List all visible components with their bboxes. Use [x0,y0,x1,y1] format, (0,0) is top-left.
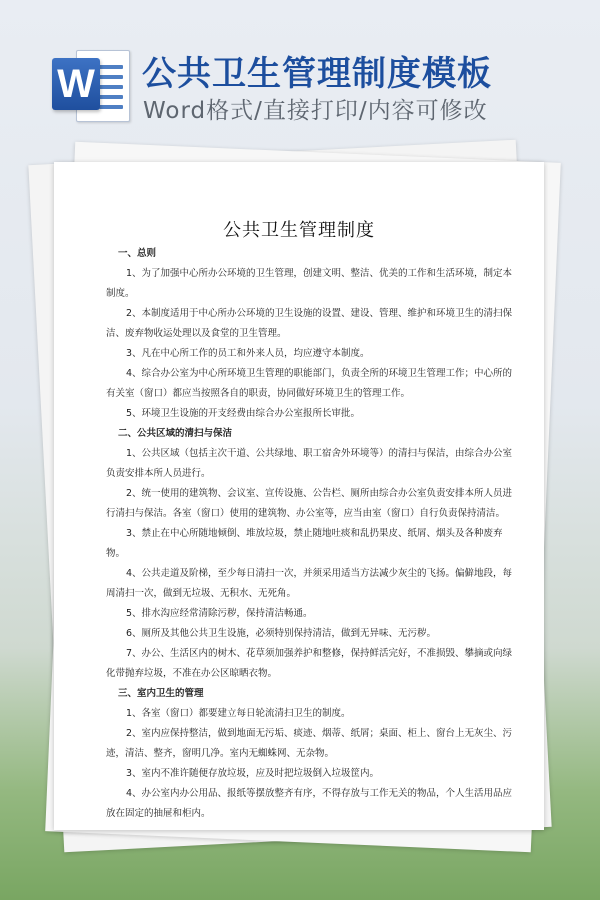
paragraph: 1、各室（窗口）都要建立每日轮流清扫卫生的制度。 [126,708,351,719]
paragraph: 2、室内应保持整洁，做到地面无污垢、痰迹、烟蒂、纸屑；桌面、柜上、窗台上无灰尘、污迹，清洁、整齐，窗明几净。室内无蜘蛛网、无杂物。 [106,728,513,759]
document-title: 公共卫生管理制度 [223,220,375,241]
paragraph: 4、公共走道及阶梯，至少每日清扫一次，并须采用适当方法减少灰尘的飞扬。偏僻地段，每周清扫一次，做到无垃圾、无积水、无死角。 [106,568,513,599]
paragraph: 7、办公、生活区内的树木、花草须加强养护和整修，保持鲜活完好，不准损毁、攀摘或向绿化带抛弃垃圾，不准在办公区晾晒衣物。 [106,648,513,679]
section-heading: 二、公共区域的清扫与保洁 [118,428,233,439]
paragraph: 1、为了加强中心所办公环境的卫生管理，创建文明、整洁、优美的工作和生活环境，制定本制度。 [106,268,513,299]
paragraph: 3、室内不准许随便存放垃圾，应及时把垃圾倒入垃圾筐内。 [126,768,380,779]
banner-title: 公共卫生管理制度模板 [142,54,492,94]
word-badge: W [52,58,100,110]
section-heading: 一、总则 [118,248,157,259]
paragraph: 2、统一使用的建筑物、会议室、宣传设施、公告栏、厕所由综合办公室负责安排本所人员进行清扫与保洁。各室（窗口）使用的建筑物、办公室等，应当由室（窗口）自行负责保持清洁。 [106,488,513,519]
document-body [106,244,516,824]
word-document-icon [52,44,130,126]
paragraph: 3、凡在中心所工作的员工和外来人员，均应遵守本制度。 [126,348,370,359]
section-heading: 三、室内卫生的管理 [118,688,204,699]
paragraph: 4、综合办公室为中心所环境卫生管理的职能部门，负责全所的环境卫生管理工作；中心所的有关室（窗口）都应当按照各自的职责，协同做好环境卫生的管理工作。 [106,368,513,399]
paragraph: 2、本制度适用于中心所办公环境的卫生设施的设置、建设、管理、维护和环境卫生的清扫保洁、废弃物收运处理以及食堂的卫生管理。 [106,308,513,339]
paragraph: 1、公共区域（包括主次干道、公共绿地、职工宿舍外环境等）的清扫与保洁，由综合办公室负责安排本所人员进行。 [106,448,513,479]
banner-header [0,0,600,140]
paragraph: 5、排水沟应经常清除污秽，保持清洁畅通。 [126,608,313,619]
paragraph: 3、禁止在中心所随地倾倒、堆放垃圾，禁止随地吐痰和乱扔果皮、纸屑、烟头及各种废弃物。 [106,528,503,559]
paragraph: 4、办公室内办公用品、报纸等摆放整齐有序，不得存放与工作无关的物品，个人生活用品应放在固定的抽屉和柜内。 [106,788,513,819]
document-page [54,162,544,830]
banner-subtitle: Word格式/直接打印/内容可修改 [143,98,488,124]
paragraph: 5、环境卫生设施的开支经费由综合办公室报所长审批。 [126,408,361,419]
paragraph: 6、厕所及其他公共卫生设施，必须特别保持清洁，做到无异味、无污秽。 [126,628,437,639]
